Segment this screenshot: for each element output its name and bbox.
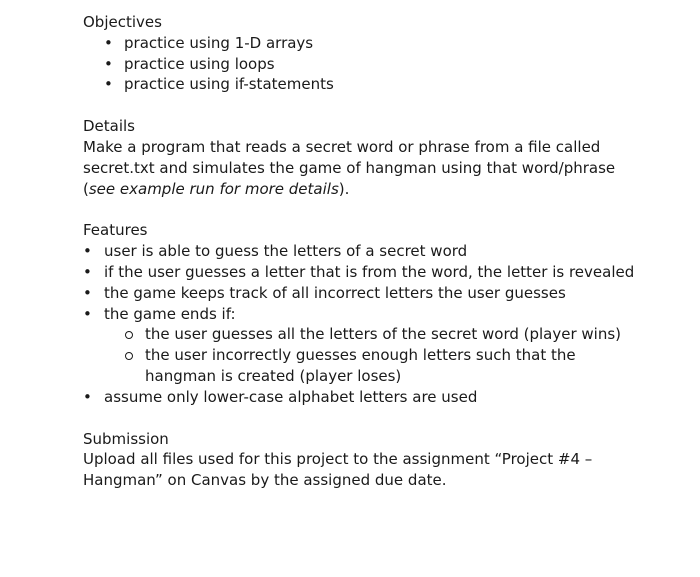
bullet-icon: • <box>104 33 113 52</box>
list-item: • practice using 1-D arrays <box>104 33 314 52</box>
submission-section <box>83 429 643 491</box>
objectives-section <box>83 12 643 95</box>
features-section <box>83 220 643 407</box>
bullet-icon: • <box>83 242 92 261</box>
bullet-icon: • <box>83 387 92 406</box>
submission-paragraph: Upload all files used for this project to the assignment “Project #4 – Hangman” on Canvas by the assigned due date. <box>83 450 593 490</box>
list-item: • the game ends if: the user guesses all the letters of the secret word (player wins) the user incorrectly guesses enough letters such that the hangman is created (player loses) <box>83 304 643 387</box>
list-item: the user guesses all the letters of the secret word (player wins) <box>104 324 643 345</box>
list-item: • practice using loops <box>104 54 275 73</box>
list-item: • practice using if-statements <box>104 75 334 94</box>
objectives-heading: Objectives <box>83 13 162 31</box>
bullet-icon: • <box>83 283 92 302</box>
details-paragraph: Make a program that reads a secret word or phrase from a file called secret.txt and simulates the game of hangman using that word/phrase (see example run for more details). <box>83 137 616 198</box>
details-section <box>83 116 643 199</box>
objectives-list <box>83 33 643 95</box>
bullet-icon: • <box>104 54 113 73</box>
features-list <box>83 241 643 407</box>
list-item: • if the user guesses a letter that is from the word, the letter is revealed <box>83 262 635 281</box>
assignment-document <box>83 12 643 491</box>
end-conditions-list <box>104 324 643 386</box>
details-heading: Details <box>83 117 136 136</box>
bullet-icon: • <box>104 75 113 94</box>
list-item: • assume only lower-case alphabet letters are used <box>83 387 478 406</box>
submission-heading: Submission <box>83 429 169 448</box>
hollow-bullet-icon <box>125 352 133 360</box>
features-heading: Features <box>83 221 148 240</box>
bullet-icon: • <box>83 262 92 281</box>
hollow-bullet-icon <box>125 331 133 339</box>
list-item: the user incorrectly guesses enough letters such that the hangman is created (player loses) <box>104 345 643 387</box>
list-item: • user is able to guess the letters of a secret word <box>83 242 468 261</box>
bullet-icon: • <box>83 304 92 323</box>
list-item: • the game keeps track of all incorrect letters the user guesses <box>83 283 566 302</box>
